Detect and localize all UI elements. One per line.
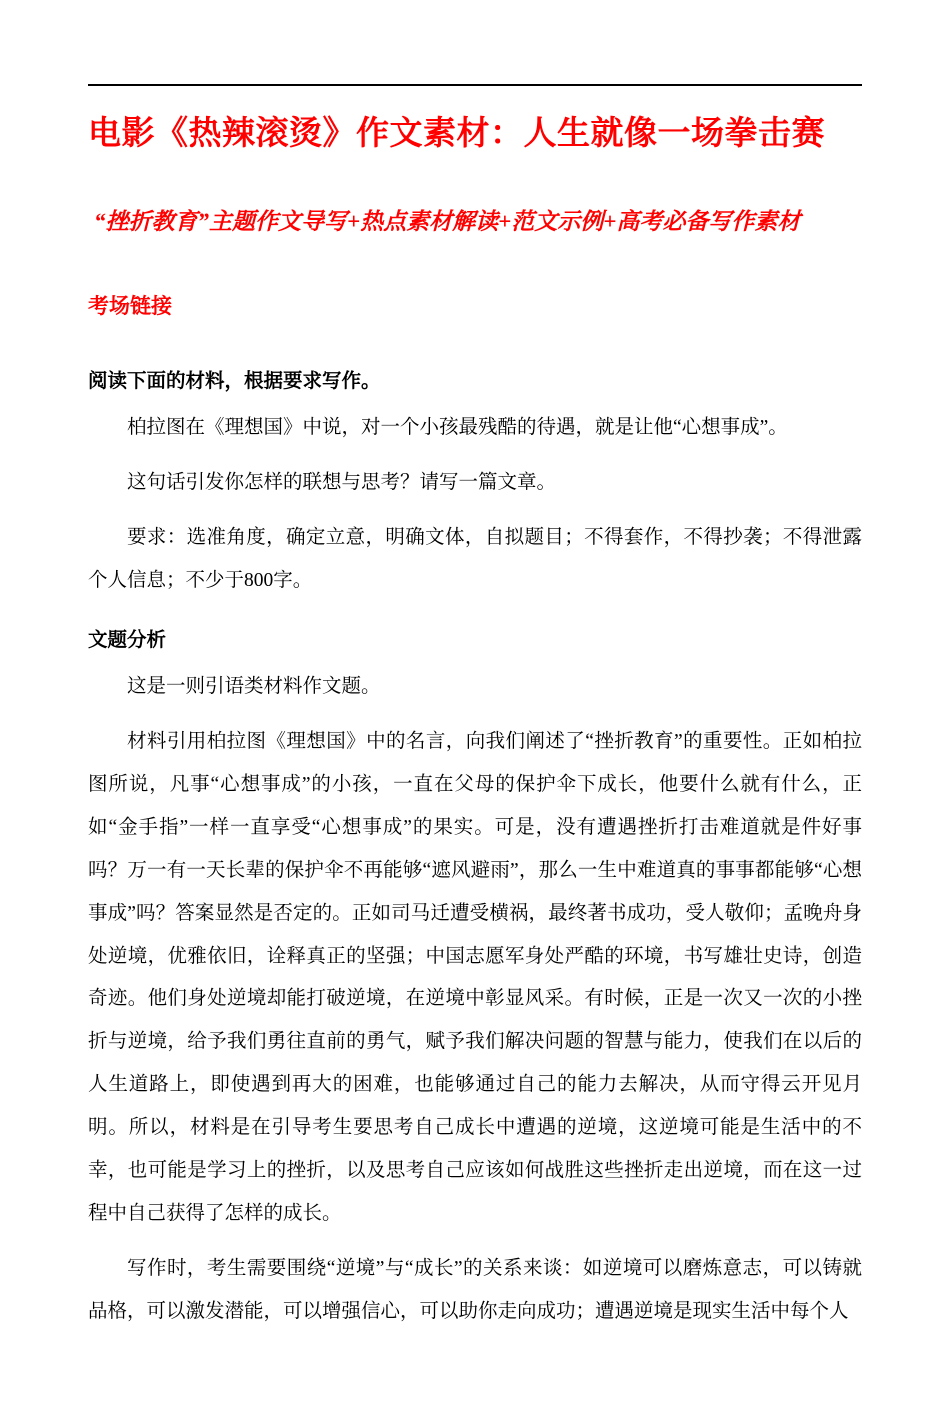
prompt-paragraph-quote: 柏拉图在《理想国》中说，对一个小孩最残酷的待遇，就是让他“心想事成”。 — [127, 417, 788, 439]
analysis-paragraph-intro: 这是一则引语类材料作文题。 — [127, 676, 381, 698]
prompt-paragraph-requirements: 要求：选准角度，确定立意，明确文体，自拟题目；不得套作，不得抄袭；不得泄露个人信息；不少于800字。 — [88, 527, 862, 592]
section-heading-analysis: 文题分析 — [88, 628, 167, 651]
prompt-paragraph-task: 这句话引发你怎样的联想与思考？请写一篇文章。 — [127, 472, 557, 494]
section-heading-exam-link: 考场链接 — [88, 294, 172, 318]
document-page — [0, 84, 950, 1428]
document-subtitle: “挫折教育”主题作文导写+热点素材解读+范文示例+高考必备写作素材 — [94, 208, 801, 234]
analysis-paragraph-main: 材料引用柏拉图《理想国》中的名言，向我们阐述了“挫折教育”的重要性。正如柏拉图所说，凡事“心想事成”的小孩，一直在父母的保护伞下成长，他要什么就有什么，正如“金手指”一样一直享受“心想事成”的果实。可是，没有遭遇挫折打击难道就是件好事吗？万一有一天长辈的保护伞不再能够“遮风避雨”，那么一生中难道真的事事都能够“心想事成”吗？答案显然是否定的。正如司马迁遭受横祸，最终著书成功，受人敬仰；孟晚舟身处逆境，优雅依旧，诠释真正的坚强；中国志愿军身处严酷的环境，书写雄壮史诗，创造奇迹。他们身处逆境却能打破逆境，在逆境中彰显风采。有时候，正是一次又一次的小挫折与逆境，给予我们勇往直前的勇气，赋予我们解决问题的智慧与能力，使我们在以后的人生道路上，即使遇到再大的困难，也能够通过自己的能力去解决，从而守得云开见月明。所以，材料是在引导考生要思考自己成长中遭遇的逆境，这逆境可能是生活中的不幸，也可能是学习上的挫折，以及思考自己应该如何战胜这些挫折走出逆境，而在这一过程中自己获得了怎样的成长。 — [88, 731, 862, 1224]
document-title: 电影《热辣滚烫》作文素材：人生就像一场拳击赛 — [88, 114, 825, 151]
header-divider — [88, 84, 862, 86]
writing-prompt-heading: 阅读下面的材料，根据要求写作。 — [88, 370, 381, 393]
analysis-paragraph-writing-advice: 写作时，考生需要围绕“逆境”与“成长”的关系来谈：如逆境可以磨炼意志，可以铸就品格，可以激发潜能，可以增强信心，可以助你走向成功；遭遇逆境是现实生活中每个人 — [88, 1257, 862, 1322]
